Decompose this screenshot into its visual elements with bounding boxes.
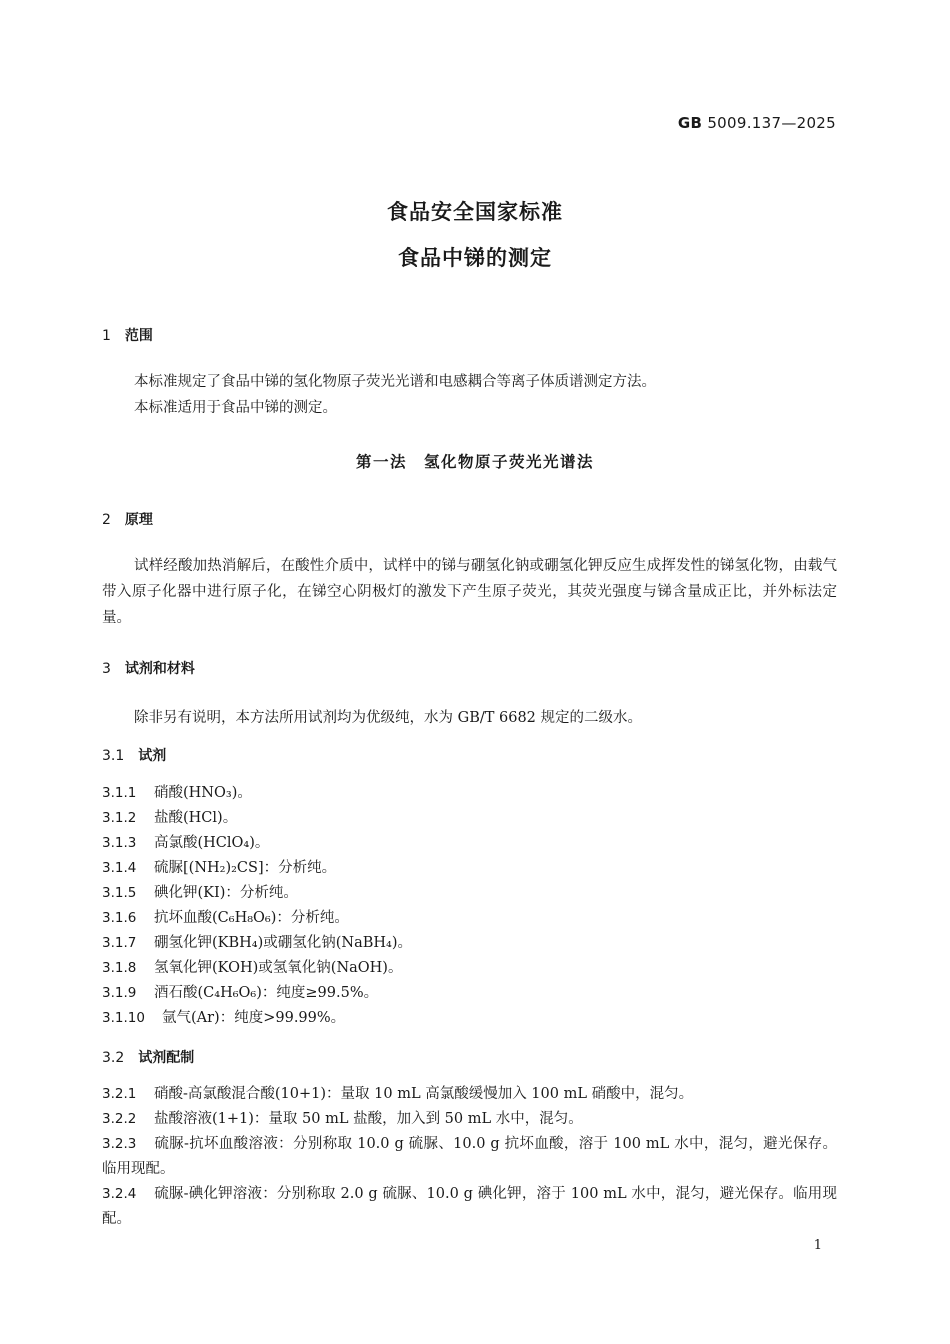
preparation-item (102, 1082, 837, 1107)
item-text: 盐酸溶液(1+1)：量取 50 mL 盐酸，加入到 50 mL 水中，混匀。 (154, 1111, 583, 1127)
item-number: 3.1.2 (102, 810, 137, 826)
section-heading-scope (102, 325, 153, 345)
item-text: 硝酸-高氯酸混合酸(10+1)：量取 10 mL 高氯酸缓慢加入 100 mL 硝酸中，混匀。 (154, 1086, 694, 1102)
item-number: 3.1.1 (102, 785, 137, 801)
preparation-item (102, 1182, 837, 1232)
item-text: 氢氧化钾(KOH)或氢氧化钠(NaOH)。 (154, 960, 403, 976)
section-title: 原理 (124, 512, 153, 528)
document-title: 食品安全国家标准 (387, 200, 563, 224)
item-text: 硫脲[(NH₂)₂CS]：分析纯。 (154, 860, 337, 876)
item-text: 硫脲-抗坏血酸溶液：分别称取 10.0 g 硫脲、10.0 g 抗坏血酸，溶于 100 mL 水中，混匀，避光保存。临用现配。 (102, 1136, 837, 1177)
preparation-item (102, 1132, 837, 1182)
item-text: 硝酸(HNO₃)。 (154, 785, 252, 801)
item-number: 3.1.9 (102, 985, 137, 1001)
reagent-item (102, 806, 837, 831)
section-title: 试剂配制 (138, 1050, 195, 1066)
item-number: 3.2.1 (102, 1086, 137, 1102)
item-number: 3.2.3 (102, 1136, 137, 1152)
section-heading-reagents (102, 745, 166, 765)
reagent-item (102, 781, 837, 806)
section-heading-reagent-preparation (102, 1047, 194, 1067)
reagent-item (102, 881, 837, 906)
reagent-item (102, 831, 837, 856)
principle-paragraph: 试样经酸加热消解后，在酸性介质中，试样中的锑与硼氢化钠或硼氢化钾反应生成挥发性的锑氢化物，由载气带入原子化器中进行原子化，在锑空心阴极灯的激发下产生原子荧光，其荧光强度与锑含量成正比，并外标法定量。 (102, 558, 837, 626)
section-number: 1 (102, 328, 111, 344)
scope-paragraph-2: 本标准适用于食品中锑的测定。 (134, 400, 337, 416)
document-subtitle: 食品中锑的测定 (398, 246, 552, 270)
preparation-item (102, 1107, 837, 1132)
section-number: 2 (102, 512, 111, 528)
reagents-intro-paragraph: 除非另有说明，本方法所用试剂均为优级纯，水为 GB/T 6682 规定的二级水。 (134, 710, 643, 726)
section-number: 3.2 (102, 1050, 125, 1066)
item-text: 硼氢化钾(KBH₄)或硼氢化钠(NaBH₄)。 (154, 935, 413, 951)
item-number: 3.1.3 (102, 835, 137, 851)
item-text: 高氯酸(HClO₄)。 (154, 835, 270, 851)
standard-code-number: 5009.137—2025 (707, 114, 836, 132)
standard-code-prefix: GB (677, 114, 703, 132)
item-number: 3.1.4 (102, 860, 137, 876)
section-number: 3.1 (102, 748, 125, 764)
item-number: 3.1.10 (102, 1010, 145, 1026)
item-text: 抗坏血酸(C₆H₈O₆)：分析纯。 (154, 910, 349, 926)
reagent-item (102, 981, 837, 1006)
item-number: 3.1.5 (102, 885, 137, 901)
item-number: 3.1.6 (102, 910, 137, 926)
item-number: 3.1.8 (102, 960, 137, 976)
item-number: 3.1.7 (102, 935, 137, 951)
section-title: 试剂 (138, 748, 167, 764)
section-title: 试剂和材料 (124, 661, 195, 677)
item-text: 碘化钾(KI)：分析纯。 (154, 885, 298, 901)
reagent-item (102, 956, 837, 981)
section-number: 3 (102, 661, 111, 677)
reagent-item (102, 906, 837, 931)
item-text: 酒石酸(C₄H₆O₆)：纯度≥99.5%。 (154, 985, 379, 1001)
section-title: 范围 (124, 328, 153, 344)
reagent-item (102, 1006, 837, 1031)
scope-paragraph-1: 本标准规定了食品中锑的氢化物原子荧光光谱和电感耦合等离子体质谱测定方法。 (134, 374, 656, 390)
standard-code (678, 114, 836, 132)
item-text: 盐酸(HCl)。 (154, 810, 238, 826)
page-number: 1 (813, 1238, 822, 1253)
item-number: 3.2.4 (102, 1186, 137, 1202)
method-heading: 第一法 氢化物原子荧光光谱法 (355, 453, 594, 471)
reagent-item (102, 856, 837, 881)
item-number: 3.2.2 (102, 1111, 137, 1127)
item-text: 硫脲-碘化钾溶液：分别称取 2.0 g 硫脲、10.0 g 碘化钾，溶于 100 mL 水中，混匀，避光保存。临用现配。 (102, 1186, 837, 1227)
section-heading-principle (102, 509, 153, 529)
item-text: 氩气(Ar)：纯度>99.99%。 (162, 1010, 346, 1026)
section-heading-reagents-materials (102, 658, 195, 678)
reagent-item (102, 931, 837, 956)
